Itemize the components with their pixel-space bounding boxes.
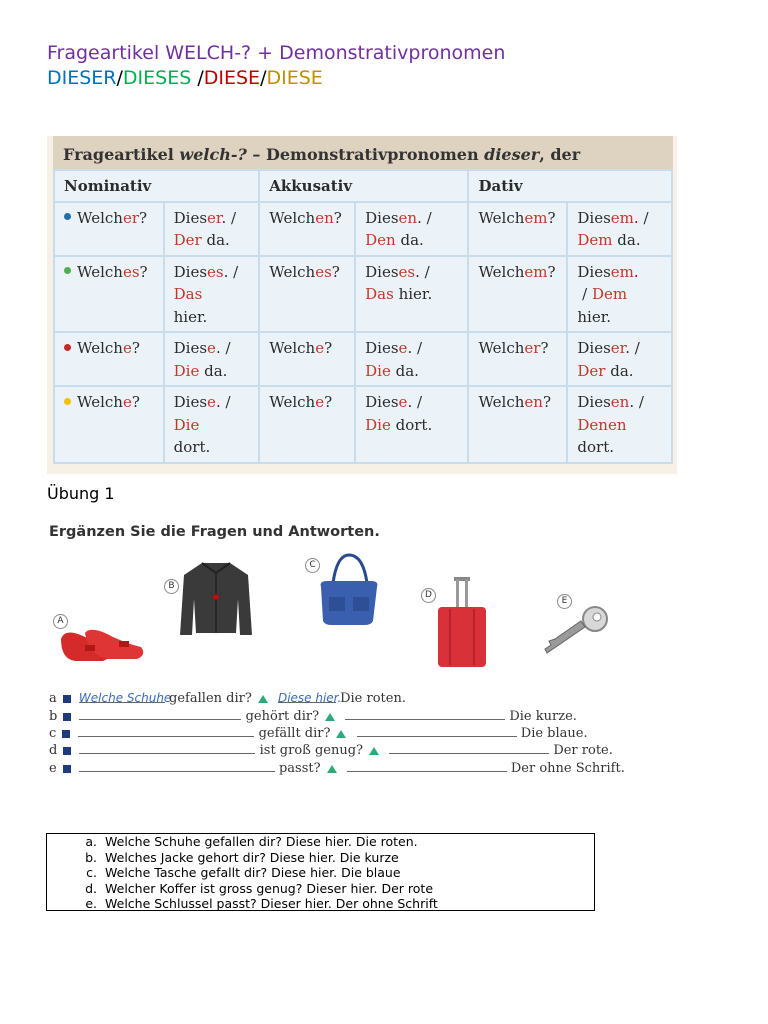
column-header-nominativ: Nominativ — [54, 170, 259, 202]
exercise-instruction: Ergänzen Sie die Fragen und Antworten. — [49, 524, 380, 540]
answer-triangle-icon — [258, 695, 268, 703]
exercise-line-d: d ist groß genug? Der rote. — [49, 743, 613, 758]
answer-item: d. Welcher Koffer ist gross genug? Dieser hier. Der rote — [101, 881, 594, 897]
title-slash: / — [191, 67, 204, 89]
answer-cell: Diesem. / Dem da. — [567, 202, 672, 256]
exercise-line-c: c gefällt dir? Die blaue. — [49, 726, 588, 741]
answer-item: c. Welche Tasche gefallt dir? Diese hier. Die blaue — [101, 865, 594, 881]
masculine-dot-icon — [64, 213, 71, 220]
answer-list — [47, 834, 594, 912]
question-cell: Welcher? — [54, 202, 164, 256]
exercise-line-b: b gehört dir? Die kurze. — [49, 709, 577, 724]
answer-blank[interactable]: Diese hier. — [277, 691, 342, 705]
plural-dot-icon — [64, 398, 71, 405]
title-slash: / — [260, 67, 267, 89]
exercise-image — [47, 515, 647, 815]
table-row — [54, 386, 672, 463]
header-text: – Demonstrativpronomen — [246, 145, 485, 164]
answer-blank[interactable] — [347, 760, 507, 772]
answer-cell: Diesem. / Dem hier. — [567, 256, 672, 333]
answer-cell: Diese. / Die da. — [164, 332, 260, 386]
answer-cell: Diese. / Die dort. — [164, 386, 260, 463]
table-row — [54, 256, 672, 333]
page-title: Frageartikel WELCH-? + Demonstrativpronomen — [47, 42, 506, 64]
header-welch: welch-? — [179, 145, 247, 164]
answer-item: b. Welches Jacke gehort dir? Diese hier. Die kurze — [101, 850, 594, 866]
question-square-icon — [63, 765, 71, 773]
answer-cell: Diesen. / Denen dort. — [567, 386, 672, 463]
answer-triangle-icon — [369, 747, 379, 755]
answer-blank[interactable]: Welche Schuhe — [78, 691, 172, 705]
question-cell: Welches? — [259, 256, 355, 333]
grammar-table — [53, 169, 673, 464]
answer-cell: Diese. / Die dort. — [355, 386, 468, 463]
picture-letter: E — [557, 594, 572, 609]
title-diese: DIESE — [203, 67, 261, 89]
jacket-icon — [178, 559, 254, 641]
question-cell: Welches? — [54, 256, 164, 333]
column-header-dativ: Dativ — [468, 170, 672, 202]
question-square-icon — [63, 713, 71, 721]
title-slash: / — [116, 67, 123, 89]
question-cell: Welchem? — [468, 202, 567, 256]
question-cell: Welche? — [54, 386, 164, 463]
answer-triangle-icon — [325, 713, 335, 721]
answer-blank[interactable] — [79, 742, 255, 754]
answer-cell: Dieser. / Der da. — [164, 202, 260, 256]
question-cell: Welchen? — [468, 386, 567, 463]
grammar-table-header — [53, 136, 673, 169]
answer-box — [46, 833, 595, 911]
exercise-line-e: e passt? Der ohne Schrift. — [49, 761, 625, 776]
exercise-line-a: a Welche Schuhe gefallen dir? Diese hier. Die roten. — [49, 691, 406, 706]
feminine-dot-icon — [64, 344, 71, 351]
answer-blank[interactable] — [389, 742, 549, 754]
title-diese-plural: DIESE — [266, 67, 323, 89]
picture-letter: A — [53, 614, 68, 629]
answer-triangle-icon — [327, 765, 337, 773]
exercise-heading: Übung 1 — [47, 484, 115, 503]
question-square-icon — [62, 730, 70, 738]
answer-item: e. Welche Schlussel passt? Dieser hier. Der ohne Schrift — [101, 896, 594, 912]
key-icon — [541, 601, 611, 659]
answer-blank[interactable] — [345, 708, 505, 720]
picture-letter: D — [421, 588, 436, 603]
table-row — [54, 332, 672, 386]
answer-cell: Diesen. / Den da. — [355, 202, 468, 256]
column-header-akkusativ: Akkusativ — [259, 170, 468, 202]
header-text: Frageartikel — [63, 145, 180, 164]
answer-blank[interactable] — [78, 725, 254, 737]
answer-cell: Diese. / Die da. — [355, 332, 468, 386]
question-cell: Welche? — [259, 332, 355, 386]
picture-letter: C — [305, 558, 320, 573]
question-square-icon — [63, 747, 71, 755]
picture-letter: B — [164, 579, 179, 594]
answer-cell: Dieses. / Das hier. — [164, 256, 260, 333]
answer-blank[interactable] — [357, 725, 517, 737]
grammar-table-image — [47, 136, 677, 474]
handbag-icon — [315, 553, 381, 629]
table-row — [54, 202, 672, 256]
answer-cell: Dieses. / Das hier. — [355, 256, 468, 333]
title-dieses: DIESES — [122, 67, 192, 89]
answer-triangle-icon — [336, 730, 346, 738]
answer-blank[interactable] — [79, 708, 241, 720]
neuter-dot-icon — [64, 267, 71, 274]
question-cell: Welchen? — [259, 202, 355, 256]
question-cell: Welche? — [54, 332, 164, 386]
answer-item: a. Welche Schuhe gefallen dir? Diese hier. Die roten. — [101, 834, 594, 850]
question-cell: Welchem? — [468, 256, 567, 333]
title-dieser: DIESER — [47, 67, 117, 89]
header-text: , der — [539, 145, 581, 164]
answer-cell: Dieser. / Der da. — [567, 332, 672, 386]
answer-blank[interactable] — [79, 760, 275, 772]
page-subtitle — [47, 67, 323, 89]
suitcase-icon — [436, 575, 488, 671]
question-cell: Welcher? — [468, 332, 567, 386]
question-cell: Welche? — [259, 386, 355, 463]
shoes-icon — [55, 619, 151, 669]
header-dieser: dieser — [484, 145, 540, 164]
question-square-icon — [63, 695, 71, 703]
